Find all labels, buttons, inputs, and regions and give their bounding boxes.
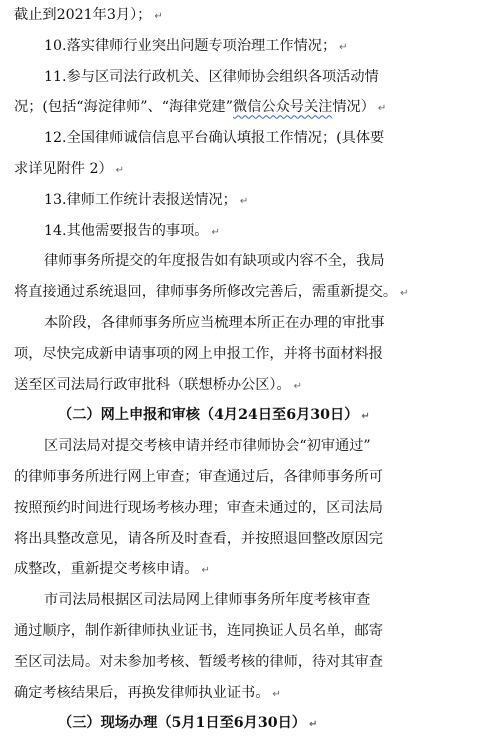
text-content: 按照预约时间进行现场考核办理；审查未通过的，区司法局 <box>14 499 383 516</box>
paragraph-mark-icon: ↵ <box>377 103 387 115</box>
text-line-l06 <box>14 154 463 185</box>
paragraph-mark-icon: ↵ <box>309 719 318 731</box>
paragraph-mark-icon: ↵ <box>361 411 370 423</box>
text-content: 10.落实律师行业突出问题专项治理工作情况； <box>44 37 337 54</box>
text-content: 通过顺序，制作新律师执业证书，连同换证人员名单，邮寄 <box>14 622 383 639</box>
text-line-l08 <box>14 216 463 247</box>
text-content: 成整改，重新提交考核申请。 <box>14 561 199 578</box>
text-content: 13.律师工作统计表报送情况； <box>44 191 237 208</box>
text-content: 的律师事务所进行网上审查；审查通过后，各律师事务所可 <box>14 468 383 485</box>
text-content: 求详见附件 2） <box>14 160 113 177</box>
text-content: （二）网上申报和审核（4月24日至6月30日） <box>58 407 359 424</box>
text-line-l22 <box>14 647 463 678</box>
text-content: 送至区司法局行政审批科（联想桥办公区）。 <box>14 376 291 393</box>
paragraph-mark-icon: ↵ <box>400 288 409 300</box>
text-line-l23 <box>14 678 463 709</box>
text-line-l14 <box>14 400 463 431</box>
text-content: 将出具整改意见，请各所及时查看，并按照退回整改原因完 <box>14 530 383 547</box>
text-content: 本阶段，各律师事务所应当梳理本所正在办理的审批事 <box>44 314 385 331</box>
paragraph-mark-icon: ↵ <box>272 688 281 700</box>
paragraph-mark-icon: ↵ <box>115 164 125 176</box>
text-line-l24 <box>14 708 463 739</box>
text-content: 市司法局根据区司法局网上律师事务所年度考核审查 <box>44 592 371 609</box>
text-content: 截止到2021年3月）； <box>14 7 152 23</box>
text-content: 项，尽快完成新申请事项的网上申报工作，并将书面材料报 <box>14 345 383 362</box>
text-line-l15 <box>14 431 463 462</box>
text-line-l07 <box>14 185 463 216</box>
paragraph-mark-icon: ↵ <box>154 11 163 22</box>
text-line-l05 <box>14 123 463 154</box>
text-line-l09 <box>14 246 463 277</box>
text-content: 14.其他需要报告的事项。 <box>44 222 209 239</box>
text-content: 将直接通过系统退回，律师事务所修改完善后，需重新提交。 <box>14 284 398 301</box>
text-content: 律师事务所提交的年度报告如有缺项或内容不全，我局 <box>44 253 385 270</box>
text-segment: 况；(包括“海淀律师”、“海律党建” <box>14 99 233 116</box>
paragraph-mark-icon: ↵ <box>201 565 210 577</box>
paragraph-mark-icon: ↵ <box>211 226 220 238</box>
text-content: 区司法局对提交考核申请并经市律师协会“初审通过” <box>44 438 371 455</box>
text-line-l04 <box>14 92 463 123</box>
paragraph-mark-icon: ↵ <box>239 195 249 207</box>
text-line-l03 <box>14 62 463 93</box>
paragraph-mark-icon: ↵ <box>293 380 303 392</box>
paragraph-mark-icon: ↵ <box>339 41 348 53</box>
text-content: 确定考核结果后，再换发律师执业证书。 <box>14 684 270 701</box>
text-line-l12 <box>14 339 463 370</box>
text-content: （三）现场办理（5月1日至6月30日） <box>58 715 306 732</box>
text-content: 12.全国律师诚信信息平台确认填报工作情况；(具体要 <box>44 130 385 147</box>
text-line-l10 <box>14 277 463 308</box>
text-line-l17 <box>14 493 463 524</box>
text-content: 11.参与区司法行政机关、区律师协会组织各项活动情 <box>44 68 379 85</box>
text-line-l21 <box>14 616 463 647</box>
text-line-l20 <box>14 585 463 616</box>
document-body <box>14 0 463 739</box>
text-line-l16 <box>14 462 463 493</box>
spellcheck-underlined-text: 微信公众号关注 <box>233 99 333 116</box>
text-line-l01 <box>14 0 463 31</box>
text-line-l02 <box>14 31 463 62</box>
text-line-l13 <box>14 370 463 401</box>
text-segment: 情况） <box>332 99 375 116</box>
text-line-l19 <box>14 554 463 585</box>
text-content: 至区司法局。对未参加考核、暂缓考核的律师，待对其审查 <box>14 653 383 670</box>
text-line-l11 <box>14 308 463 339</box>
text-line-l18 <box>14 524 463 555</box>
